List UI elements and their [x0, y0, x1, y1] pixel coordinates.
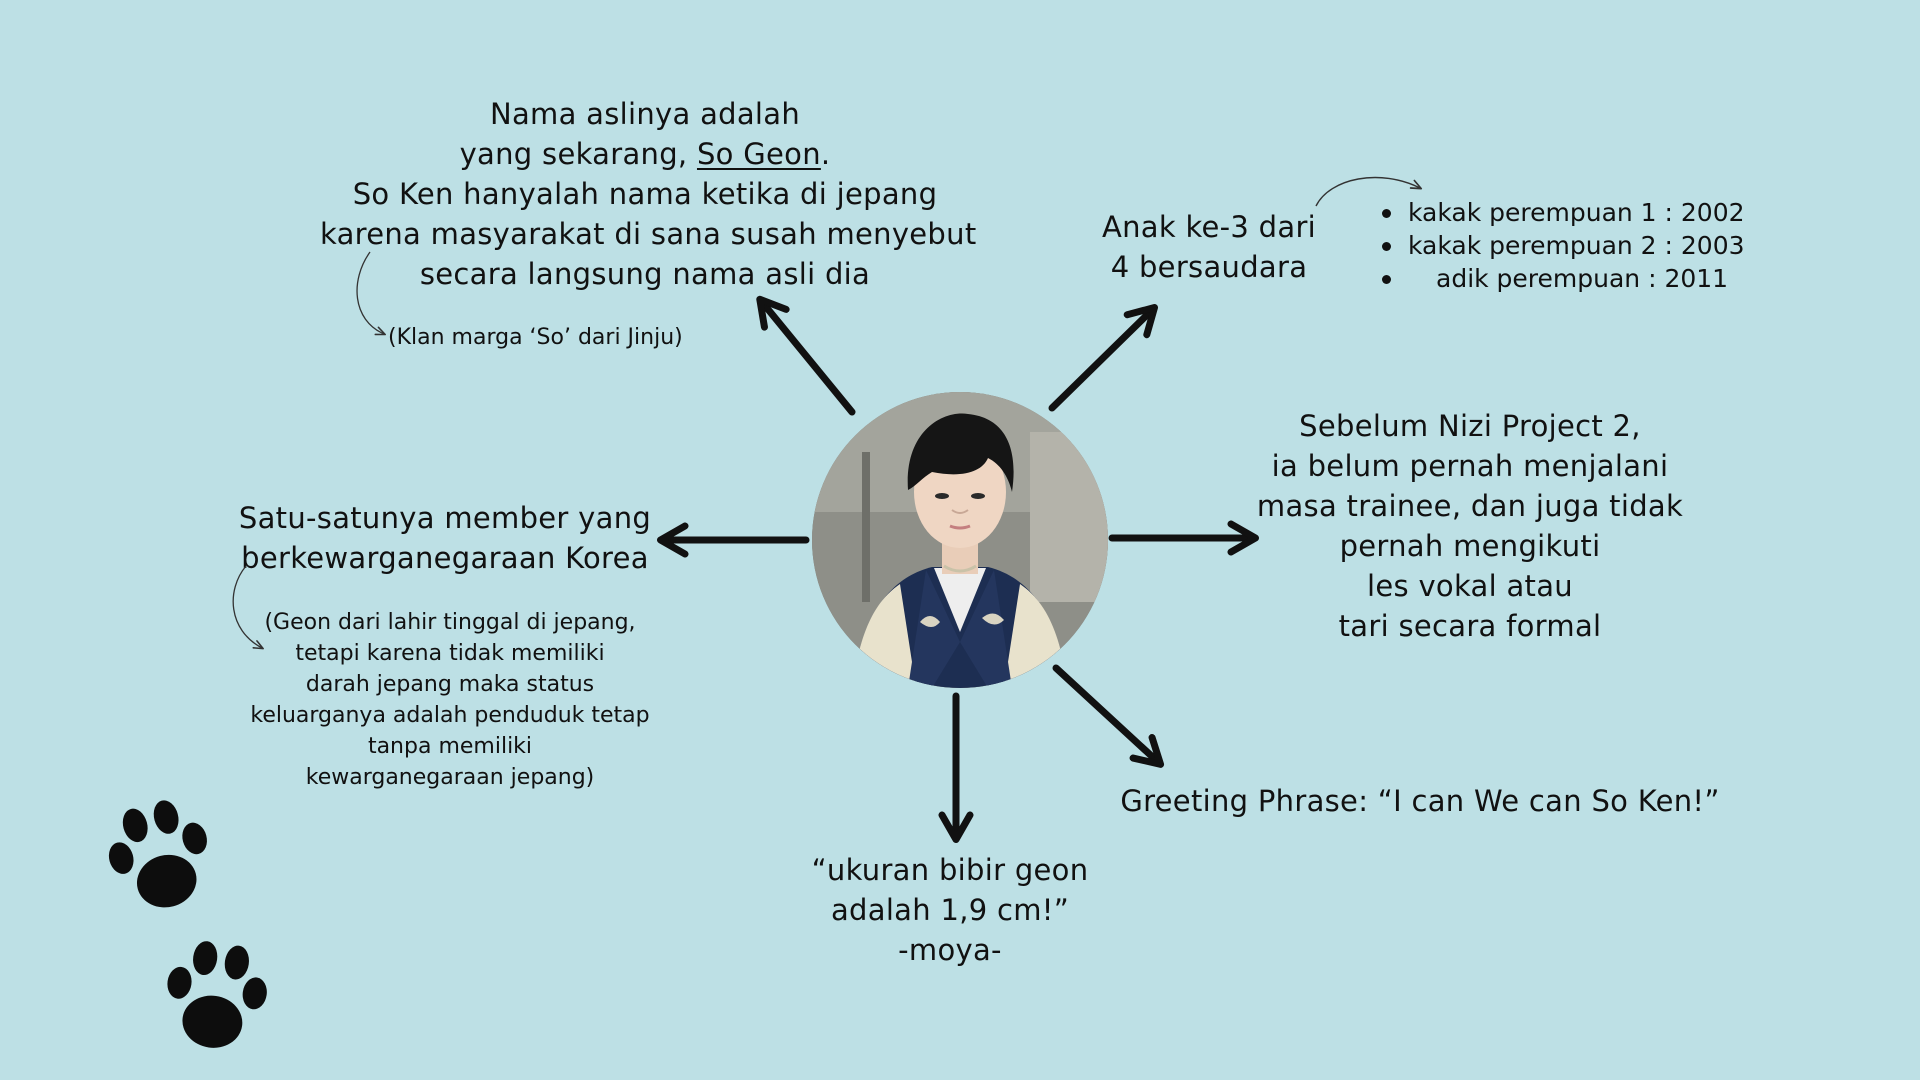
- real-name-line-2: [320, 134, 970, 174]
- real-name-node: [320, 94, 977, 294]
- citizenship-note-2: tetapi karena tidak memiliki: [295, 641, 605, 666]
- citizenship-note-4: keluarganya adalah penduduk tetap: [250, 703, 650, 728]
- siblings-node: [1084, 207, 1334, 287]
- nizi-node: [1240, 406, 1700, 646]
- real-name-line-2-prefix: yang sekarang,: [459, 137, 697, 171]
- quote-line-3: -moya-: [898, 933, 1002, 967]
- paw-print-icon: [100, 792, 220, 920]
- real-name-line-5: secara langsung nama asli dia: [419, 257, 871, 291]
- citizenship-notes: [240, 607, 660, 793]
- siblings-line-2: 4 bersaudara: [1110, 250, 1308, 284]
- paw-print-icon: [156, 932, 276, 1060]
- real-name-note: (Klan marga ‘So’ dari Jinju): [388, 325, 683, 350]
- quote-node: [790, 850, 1110, 970]
- real-name-line-4: karena masyarakat di sana susah menyebut: [320, 217, 977, 251]
- center-photo: [812, 392, 1108, 688]
- arrow-to-siblings: [1052, 310, 1152, 408]
- siblings-list-item: [1378, 229, 1745, 262]
- real-name-line-1: Nama aslinya adalah: [489, 97, 801, 131]
- nizi-line-3: masa trainee, dan juga tidak: [1256, 489, 1684, 523]
- citizenship-note-5: tanpa memiliki: [367, 734, 533, 759]
- real-name-so-geon: So Geon: [696, 137, 821, 171]
- citizenship-note-6: kewarganegaraan jepang): [305, 765, 595, 790]
- quote-line-1: “ukuran bibir geon: [811, 853, 1089, 887]
- siblings-list-item: [1378, 196, 1745, 229]
- real-name-line-3: So Ken hanyalah nama ketika di jepang: [352, 177, 938, 211]
- siblings-list-item: [1378, 262, 1745, 295]
- sibling-3: adik perempuan : 2011: [1436, 264, 1729, 293]
- citizenship-note-3: darah jepang maka status: [305, 672, 595, 697]
- siblings-list: [1378, 196, 1745, 295]
- person-photo: [812, 392, 1108, 688]
- nizi-line-4: pernah mengikuti: [1339, 529, 1601, 563]
- citizenship-note-1: (Geon dari lahir tinggal di jepang,: [264, 610, 636, 635]
- citizenship-node: [230, 498, 660, 578]
- real-name-line-2-suffix: .: [820, 137, 831, 171]
- nizi-line-6: tari secara formal: [1338, 609, 1602, 643]
- citizenship-line-2: berkewarganegaraan Korea: [241, 541, 649, 575]
- arrow-to-real-name: [762, 302, 852, 412]
- siblings-line-1: Anak ke-3 dari: [1101, 210, 1317, 244]
- nizi-line-2: ia belum pernah menjalani: [1271, 449, 1669, 483]
- citizenship-line-1: Satu-satunya member yang: [238, 501, 652, 535]
- arrow-to-greeting: [1056, 668, 1158, 762]
- sibling-2: kakak perempuan 2 : 2003: [1408, 231, 1745, 260]
- nizi-line-5: les vokal atau: [1367, 569, 1573, 603]
- greeting-node: Greeting Phrase: “I can We can So Ken!”: [1120, 784, 1720, 818]
- quote-line-2: adalah 1,9 cm!”: [830, 893, 1070, 927]
- sibling-1: kakak perempuan 1 : 2002: [1408, 198, 1745, 227]
- nizi-line-1: Sebelum Nizi Project 2,: [1299, 409, 1641, 443]
